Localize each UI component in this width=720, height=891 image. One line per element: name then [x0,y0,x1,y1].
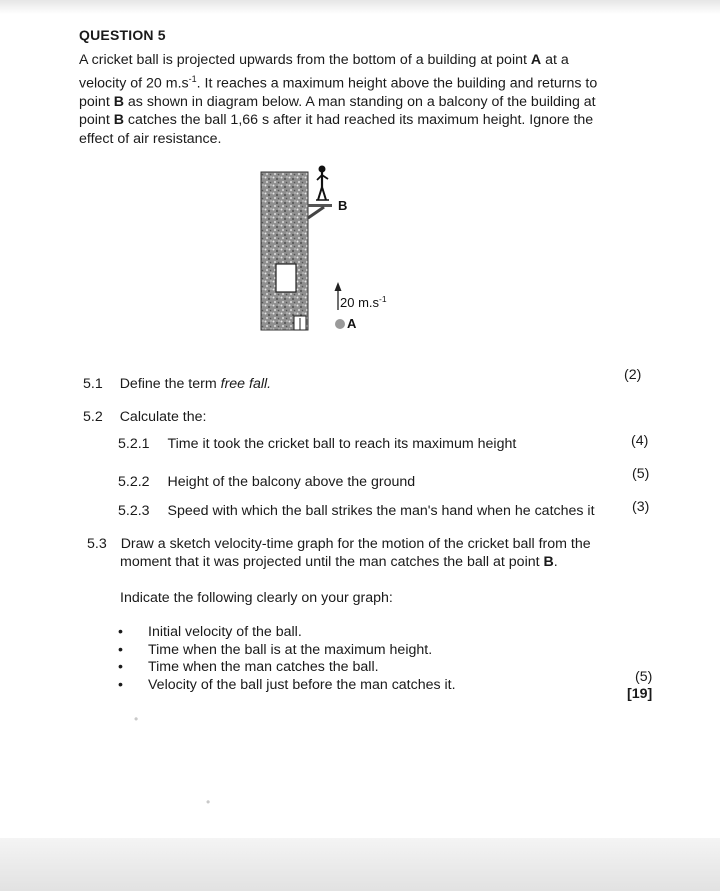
question-text: Time it took the cricket ball to reach its maximum height [167,436,517,452]
intro-text: A cricket ball is projected upwards from the bottom of a building at point [79,52,531,68]
scan-speck: • [134,712,139,726]
building-diagram [256,160,456,340]
question-number: 5.3 [87,536,107,552]
total-marks: [19] [627,686,653,702]
question-number: 5.2.3 [118,503,150,519]
question-5-2 [83,409,206,425]
question-5-3-line2 [120,553,558,571]
label-a: A [347,316,357,331]
marks-5-1: (2) [624,367,642,383]
man-figure [316,166,329,200]
scan-speck: • [206,795,211,809]
question-text: . [553,554,558,570]
question-5-2-2 [118,474,415,490]
question-term: free fall. [220,376,272,392]
question-text: Draw a sketch velocity-time graph for the motion of the cricket ball from the [120,536,591,552]
list-item: • Initial velocity of the ball. [118,624,456,642]
intro-text: at a velocity of 20 m.s [79,52,569,92]
intro-point-a: A [530,52,542,68]
question-heading: QUESTION 5 [79,27,166,43]
question-number: 5.2 [83,409,103,425]
balcony-support [308,207,324,218]
intro-text: as shown in diagram below. A man standing on a balcony of the building at point [79,93,596,129]
question-5-3 [87,535,591,553]
scan-shadow-bottom [0,838,720,891]
marks-5-2-1: (4) [631,433,649,449]
list-item: • Time when the ball is at the maximum height. [118,642,456,660]
scan-shadow-top [0,0,720,14]
intro-exponent: -1 [188,73,197,84]
marks-5-2-2: (5) [632,466,650,482]
question-text: Define the term [119,376,221,392]
question-5-2-3 [118,503,595,519]
question-number: 5.2.1 [118,436,150,452]
question-text: moment that it was projected until the man catches the ball at point [120,554,544,570]
intro-text: . It reaches a maximum height above the building and returns to point [79,75,598,110]
question-number: 5.1 [83,376,103,392]
question-5-2-1 [118,436,516,452]
building [261,172,308,330]
graph-requirements-list [118,624,456,694]
marks-5-3: (5) [635,669,653,685]
intro-text: catches the ball 1,66 s after it had reached its maximum height. Ignore the effect of air resistance. [79,112,594,147]
balcony [308,204,332,207]
intro-point-b: B [113,112,124,129]
question-intro [79,51,609,148]
question-text: Calculate the: [119,409,207,425]
question-point-b: B [543,554,554,570]
building-window [276,264,296,292]
question-5-3-instruction: Indicate the following clearly on your graph: [120,590,393,606]
intro-point-b: B [113,93,124,110]
label-b: B [338,198,348,213]
question-text: Height of the balcony above the ground [167,474,416,490]
velocity-label: 20 $m.s^{-1}$ [340,294,387,310]
list-item: • Time when the man catches the ball. [118,659,456,677]
question-5-1 [83,376,271,392]
marks-5-2-3: (3) [632,499,650,515]
question-number: 5.2.2 [118,474,150,490]
list-item: • Velocity of the ball just before the man catches it. [118,677,456,695]
cricket-ball [335,319,345,329]
question-text: Speed with which the ball strikes the man's hand when he catches it [167,503,595,519]
